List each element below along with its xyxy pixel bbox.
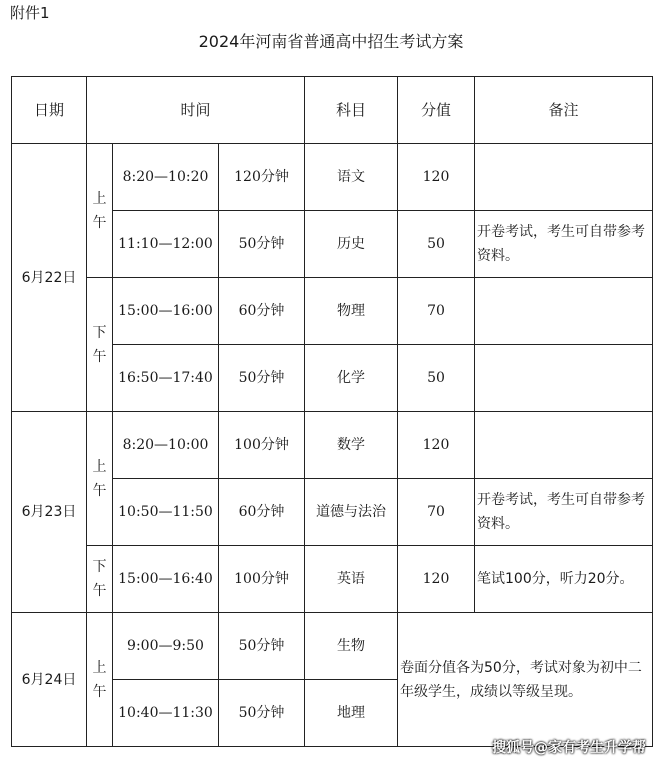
time-cell: 9:00—9:50 [113, 613, 219, 680]
score-cell: 120 [398, 144, 475, 211]
time-cell: 8:20—10:00 [113, 412, 219, 479]
period-cell-am: 上 午 [87, 412, 113, 546]
time-cell: 8:20—10:20 [113, 144, 219, 211]
note-cell [475, 278, 653, 345]
score-cell: 50 [398, 211, 475, 278]
time-cell: 10:50—11:50 [113, 479, 219, 546]
note-cell: 笔试100分，听力20分。 [475, 546, 653, 613]
score-cell: 120 [398, 546, 475, 613]
table-row [12, 144, 653, 211]
period-cell-pm: 下 午 [87, 278, 113, 412]
duration-cell: 60分钟 [219, 278, 305, 345]
time-cell: 10:40—11:30 [113, 680, 219, 747]
date-cell: 6月22日 [12, 144, 87, 412]
duration-cell: 120分钟 [219, 144, 305, 211]
table-row [12, 278, 653, 345]
table-row [12, 613, 653, 680]
note-cell [475, 144, 653, 211]
exam-schedule-table [11, 76, 653, 747]
period-cell-am: 上 午 [87, 144, 113, 278]
table-row [12, 412, 653, 479]
time-cell: 16:50—17:40 [113, 345, 219, 412]
subject-cell: 道德与法治 [305, 479, 398, 546]
duration-cell: 50分钟 [219, 211, 305, 278]
header-note: 备注 [475, 77, 653, 144]
note-cell [475, 412, 653, 479]
header-row [12, 77, 653, 144]
subject-cell: 数学 [305, 412, 398, 479]
attachment-label: 附件1 [10, 4, 50, 22]
note-cell: 开卷考试，考生可自带参考资料。 [475, 479, 653, 546]
score-cell: 70 [398, 479, 475, 546]
time-cell: 15:00—16:00 [113, 278, 219, 345]
subject-cell: 历史 [305, 211, 398, 278]
subject-cell: 地理 [305, 680, 398, 747]
subject-cell: 英语 [305, 546, 398, 613]
date-cell: 6月24日 [12, 613, 87, 747]
period-cell-pm: 下 午 [87, 546, 113, 613]
note-cell [475, 345, 653, 412]
duration-cell: 100分钟 [219, 412, 305, 479]
subject-cell: 化学 [305, 345, 398, 412]
time-cell: 15:00—16:40 [113, 546, 219, 613]
header-time: 时间 [87, 77, 305, 144]
period-cell-am: 上 午 [87, 613, 113, 747]
subject-cell: 生物 [305, 613, 398, 680]
subject-cell: 语文 [305, 144, 398, 211]
header-subject: 科目 [305, 77, 398, 144]
time-cell: 11:10—12:00 [113, 211, 219, 278]
duration-cell: 50分钟 [219, 345, 305, 412]
subject-cell: 物理 [305, 278, 398, 345]
score-cell: 120 [398, 412, 475, 479]
document-title: 2024年河南省普通高中招生考试方案 [198, 32, 464, 51]
duration-cell: 100分钟 [219, 546, 305, 613]
merged-note-cell: 卷面分值各为50分，考试对象为初中二年级学生，成绩以等级呈现。 [398, 613, 653, 747]
duration-cell: 50分钟 [219, 680, 305, 747]
header-score: 分值 [398, 77, 475, 144]
header-date: 日期 [12, 77, 87, 144]
duration-cell: 50分钟 [219, 613, 305, 680]
score-cell: 50 [398, 345, 475, 412]
duration-cell: 60分钟 [219, 479, 305, 546]
score-cell: 70 [398, 278, 475, 345]
note-cell: 开卷考试，考生可自带参考资料。 [475, 211, 653, 278]
table-row [12, 546, 653, 613]
watermark: 搜狐号@家有考生升学帮 [492, 740, 646, 756]
date-cell: 6月23日 [12, 412, 87, 613]
